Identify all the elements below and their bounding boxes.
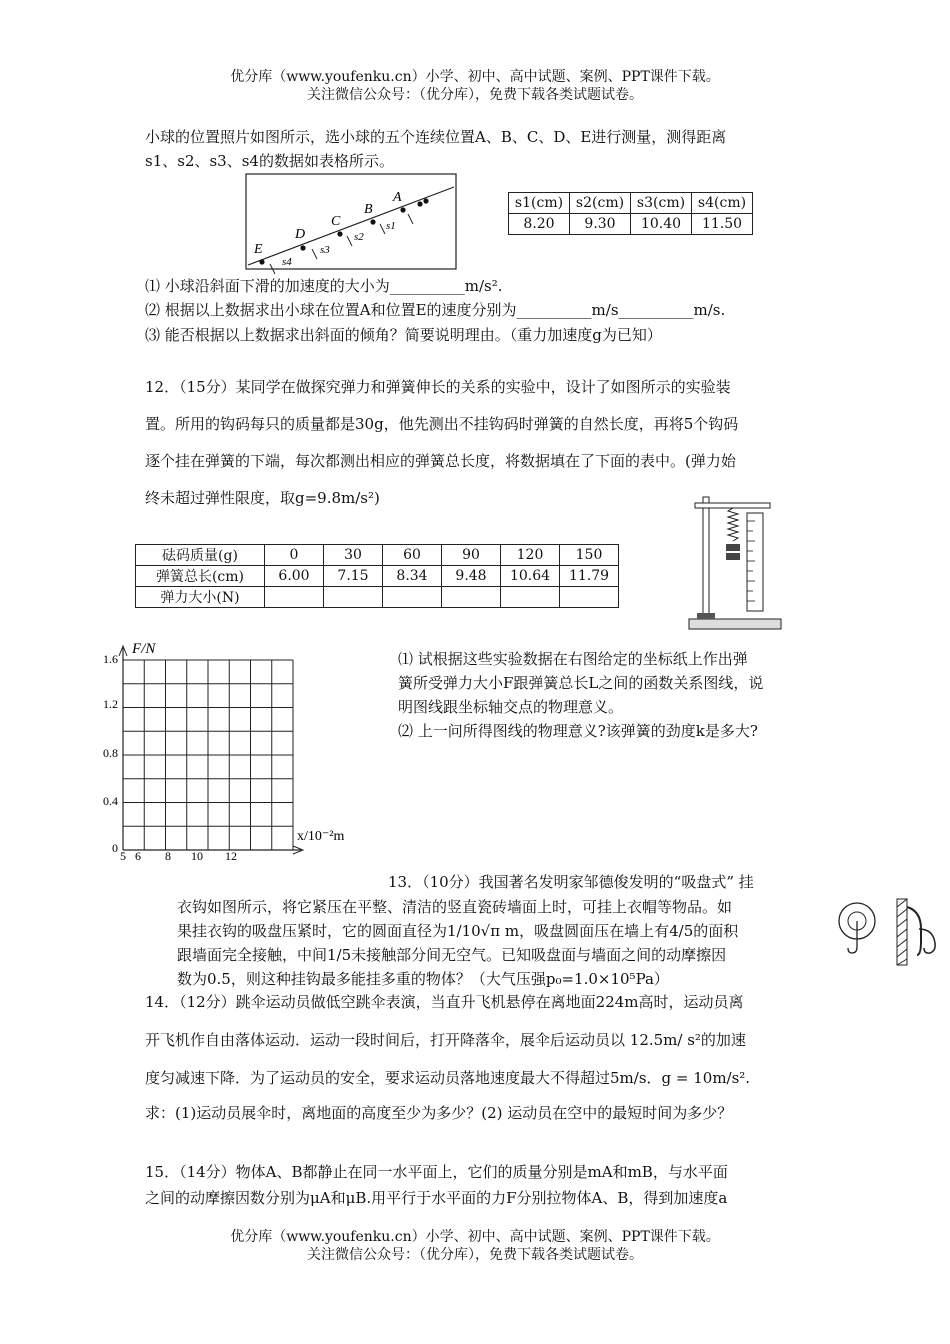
table-row xyxy=(509,214,753,235)
table-row xyxy=(509,193,753,214)
q11-part-3: ⑶ 能否根据以上数据求出斜面的倾角？简要说明理由。（重力加速度g为已知） xyxy=(145,326,662,344)
q15-line-2: 之间的动摩擦因数分别为μA和μB.用平行于水平面的力F分别拉物体A、B，得到加速度a xyxy=(145,1189,728,1207)
label-d: D xyxy=(295,227,306,242)
table-cell: 7.15 xyxy=(324,566,383,587)
q12-parts xyxy=(398,647,818,743)
q14-line-2: 开飞机作自由落体运动．运动一段时间后，打开降落伞，展伞后运动员以 12.5m/ s²的加速 xyxy=(145,1031,746,1049)
label-c: C xyxy=(331,214,341,229)
q11-intro-line-1: 小球的位置照片如图所示，选小球的五个连续位置A、B、C、D、E进行测量，测得距离 xyxy=(145,128,727,146)
row-label: 弹簧总长(cm) xyxy=(136,566,265,587)
photo-frame xyxy=(246,174,456,269)
header-line-1: 优分库（www.youfenku.cn）小学、初中、高中试题、案例、PPT课件下载。 xyxy=(230,69,720,85)
table-cell xyxy=(324,587,383,608)
q12-spring-table xyxy=(135,544,619,608)
x-tick-label: 10 xyxy=(191,849,203,863)
label-a: A xyxy=(393,190,402,205)
wall xyxy=(897,899,907,965)
label-s2: s2 xyxy=(354,231,364,243)
label-s4: s4 xyxy=(282,256,292,268)
row-label: 弹力大小(N) xyxy=(136,587,265,608)
y-tick-label: 0.8 xyxy=(103,746,118,760)
incline-line xyxy=(248,187,454,265)
ball-a xyxy=(400,207,405,212)
table-header: s3(cm) xyxy=(631,193,692,214)
q13-line-2: 衣钩如图所示，将它紧压在平整、清洁的竖直瓷砖墙面上时，可挂上衣帽等物品。如 xyxy=(177,898,733,916)
hook-weight-1 xyxy=(726,544,740,551)
ball-extra-2 xyxy=(417,201,422,206)
table-cell: 9.48 xyxy=(442,566,501,587)
label-b: B xyxy=(364,202,373,217)
table-header: s2(cm) xyxy=(570,193,631,214)
q13-line-4: 跟墙面完全接触，中间1/5未接触部分间无空气。已知吸盘面与墙面之间的动摩擦因 xyxy=(177,946,727,964)
table-header: s4(cm) xyxy=(692,193,753,214)
pole-clamp xyxy=(697,613,715,619)
page-header xyxy=(0,68,950,104)
label-s3: s3 xyxy=(320,244,330,256)
graph-grid xyxy=(123,660,293,850)
table-cell: 10.40 xyxy=(631,214,692,235)
x-tick-label: 12 xyxy=(225,849,237,863)
table-cell: 30 xyxy=(324,545,383,566)
table-cell: 8.20 xyxy=(509,214,570,235)
stand-base xyxy=(689,619,781,629)
table-cell: 9.30 xyxy=(570,214,631,235)
q13-body xyxy=(177,895,817,991)
force-length-graph xyxy=(95,636,365,866)
q11-distance-table xyxy=(508,192,753,235)
q13-line-5: 数为0.5，则这种挂钩最多能挂多重的物体？（大气压强p₀=1.0×10⁵Pa） xyxy=(177,970,669,988)
spring-apparatus-figure xyxy=(685,493,785,635)
row-label: 砝码质量(g) xyxy=(136,545,265,566)
x-tick-label: 6 xyxy=(135,849,141,863)
table-row xyxy=(136,566,619,587)
table-cell: 6.00 xyxy=(265,566,324,587)
q13-line-3: 果挂衣钩的吸盘压紧时，它的圆面直径为1/10√π m，吸盘圆面压在墙上有4/5的面积 xyxy=(177,922,739,940)
spring-coil xyxy=(728,508,738,541)
table-cell: 0 xyxy=(265,545,324,566)
q12-part-2: ⑵ 上一问所得图线的物理意义?该弹簧的劲度k是多大? xyxy=(398,722,758,740)
table-header: s1(cm) xyxy=(509,193,570,214)
suction-hook-figure xyxy=(835,895,947,970)
q12-line-2: 置。所用的钩码每只的质量都是30g，他先测出不挂钩码时弹簧的自然长度，再将5个钩码 xyxy=(145,415,739,433)
ball-e xyxy=(259,259,264,264)
y-tick-label: 0 xyxy=(112,841,118,855)
label-s1: s1 xyxy=(386,220,396,232)
ball-c xyxy=(337,231,342,236)
q15-line-1: 15．（14分）物体A、B都静止在同一水平面上，它们的质量分别是mA和mB，与水平面 xyxy=(145,1163,728,1181)
incline-photo-figure xyxy=(240,172,460,280)
footer-line-2: 关注微信公众号：（优分库），免费下载各类试题试卷。 xyxy=(307,1247,643,1263)
ruler xyxy=(747,513,763,611)
graph-y-label: F/N xyxy=(132,641,156,657)
table-cell: 90 xyxy=(442,545,501,566)
stand-arm xyxy=(695,503,770,508)
table-cell: 11.79 xyxy=(560,566,619,587)
q14-line-4: 求：(1)运动员展伞时，离地面的高度至少为多少？(2) 运动员在空中的最短时间为多少？ xyxy=(145,1104,733,1122)
table-cell: 10.64 xyxy=(501,566,560,587)
ball-extra-1 xyxy=(423,198,428,203)
table-cell: 8.34 xyxy=(383,566,442,587)
q12-part-1a: ⑴ 试根据这些实验数据在右图给定的坐标纸上作出弹 xyxy=(398,650,748,668)
q11-part-2: ⑵ 根据以上数据求出小球在位置A和位置E的速度分别为__________m/s__________m/s. xyxy=(145,301,726,319)
table-cell xyxy=(560,587,619,608)
ball-b xyxy=(370,219,375,224)
q14-line-3: 度匀减速下降．为了运动员的安全，要求运动员落地速度最大不得超过5m/s．g = 10m/s². xyxy=(145,1069,751,1087)
table-cell: 120 xyxy=(501,545,560,566)
table-cell xyxy=(501,587,560,608)
y-tick-label: 1.2 xyxy=(103,697,118,711)
hook-weight-2 xyxy=(726,553,740,560)
ball-d xyxy=(300,245,305,250)
q13-line-1: 13．（10分）我国著名发明家邹德俊发明的“吸盘式” 挂 xyxy=(388,873,754,891)
table-cell xyxy=(383,587,442,608)
table-cell: 60 xyxy=(383,545,442,566)
table-cell: 11.50 xyxy=(692,214,753,235)
y-tick-label: 0.4 xyxy=(103,794,118,808)
label-e: E xyxy=(254,242,263,257)
table-cell xyxy=(265,587,324,608)
graph-x-label: x/10⁻²m xyxy=(297,829,345,844)
q12-part-1b: 簧所受弹力大小F跟弹簧总长L之间的函数关系图线，说 xyxy=(398,674,764,692)
table-row xyxy=(136,587,619,608)
x-tick-label: 8 xyxy=(165,849,171,863)
x-tick-label: 5 xyxy=(120,849,126,863)
table-cell: 150 xyxy=(560,545,619,566)
suction-cup-side xyxy=(907,907,921,955)
table-cell xyxy=(442,587,501,608)
table-row xyxy=(136,545,619,566)
q12-line-3: 逐个挂在弹簧的下端，每次都测出相应的弹簧总长度，将数据填在了下面的表中。(弹力始 xyxy=(145,452,736,470)
q14-line-1: 14．（12分）跳伞运动员做低空跳伞表演，当直升飞机悬停在离地面224m高时，运动员离 xyxy=(145,993,744,1011)
page-footer xyxy=(0,1228,950,1264)
q12-line-4: 终未超过弹性限度，取g=9.8m/s²) xyxy=(145,489,380,507)
header-line-2: 关注微信公众号：（优分库），免费下载各类试题试卷。 xyxy=(307,87,643,103)
q11-intro-line-2: s1、s2、s3、s4的数据如表格所示。 xyxy=(145,152,394,170)
q12-line-1: 12．（15分）某同学在做探究弹力和弹簧伸长的关系的实验中，设计了如图所示的实验装 xyxy=(145,378,731,396)
footer-line-1: 优分库（www.youfenku.cn）小学、初中、高中试题、案例、PPT课件下载。 xyxy=(230,1229,720,1245)
q12-part-1c: 明图线跟坐标轴交点的物理意义。 xyxy=(398,698,624,716)
y-tick-label: 1.6 xyxy=(103,652,118,666)
q11-part-1: ⑴ 小球沿斜面下滑的加速度的大小为__________m/s². xyxy=(145,277,503,295)
stand-pole xyxy=(703,497,709,619)
